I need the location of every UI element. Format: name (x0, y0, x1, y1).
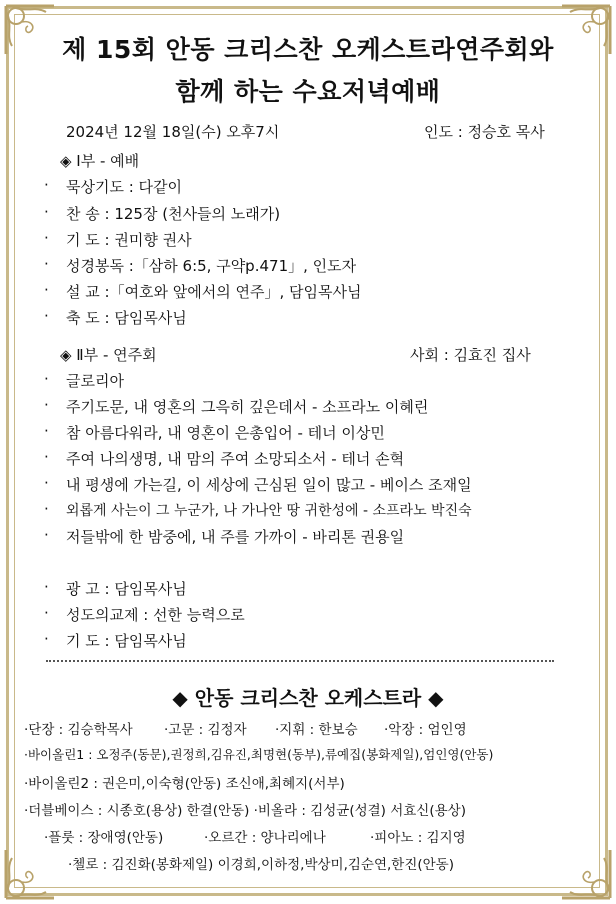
page-title-line1: 제 15회 안동 크리스찬 오케스트라연주회와 (62, 35, 554, 64)
program-item: 주여 나의생명, 내 맘의 주여 소망되소서 - 테너 손혁 (66, 450, 405, 468)
bullet: · (44, 281, 49, 299)
part2-host: 사회 : 김효진 집사 (410, 346, 531, 364)
service-date: 2024년 12월 18일(수) 오후7시 (66, 123, 280, 141)
program-item: 내 평생에 가는길, 이 세상에 근심된 일이 많고 - 베이스 조재일 (66, 476, 472, 494)
member-bass-viola: ·더블베이스 : 시종호(용상) 한결(안동) ·비올라 : 김성균(성결) 서효신(용상) (24, 803, 466, 819)
corner-ornament-icon (558, 846, 614, 902)
member-conductor: ·지휘 : 한보승 (275, 722, 358, 738)
bullet: · (44, 500, 49, 518)
part2-heading: ◈ Ⅱ부 - 연주회 (60, 346, 157, 364)
program-item: 축 도 : 담임목사님 (66, 309, 187, 327)
program-item: 성경봉독 :「삼하 6:5, 구약p.471」, 인도자 (66, 257, 357, 275)
program-item: 성도의교제 : 선한 능력으로 (66, 606, 245, 624)
member-organ: ·오르간 : 양나리에나 (204, 830, 326, 846)
program-item: 찬 송 : 125장 (천사들의 노래가) (66, 205, 281, 223)
program-item: 묵상기도 : 다같이 (66, 178, 183, 196)
member-advisor: ·고문 : 김정자 (164, 722, 247, 738)
program-item: 글로리아 (66, 372, 124, 390)
bullet: · (44, 396, 49, 414)
bullet: · (44, 630, 49, 648)
program-item: 광 고 : 담임목사님 (66, 580, 187, 598)
service-leader: 인도 : 정승호 목사 (424, 123, 545, 141)
program-item: 외롭게 사는이 그 누군가, 나 가나안 땅 귀한성에 - 소프라노 박진숙 (66, 503, 472, 519)
bullet: · (44, 176, 49, 194)
bullet: · (44, 255, 49, 273)
orchestra-title: ◆ 안동 크리스찬 오케스트라 ◆ (172, 686, 444, 710)
bullet: · (44, 578, 49, 596)
bullet: · (44, 307, 49, 325)
member-flute: ·플룻 : 장애영(안동) (44, 830, 164, 846)
program-item: 저들밖에 한 밤중에, 내 주를 가까이 - 바리톤 권용일 (66, 528, 405, 546)
part1-heading: ◈ Ⅰ부 - 예배 (60, 152, 140, 170)
member-violin2: ·바이올린2 : 권은미,이숙형(안동) 조신애,최혜지(서부) (24, 776, 345, 792)
bullet: · (44, 203, 49, 221)
bullet: · (44, 604, 49, 622)
program-item: 설 교 :「여호와 앞에서의 연주」, 담임목사님 (66, 283, 362, 301)
bullet: · (44, 229, 49, 247)
program-item: 참 아름다워라, 내 영혼이 은총입어 - 테너 이상민 (66, 424, 385, 442)
member-cello: ·첼로 : 김진화(봉화제일) 이경희,이하정,박상미,김순연,한진(안동) (68, 857, 454, 873)
page-title-line2: 함께 하는 수요저녁예배 (175, 77, 441, 106)
program-item: 기 도 : 권미향 권사 (66, 231, 192, 249)
member-leader: ·단장 : 김승학목사 (24, 722, 133, 738)
member-concertmaster: ·악장 : 엄인영 (384, 722, 467, 738)
bullet: · (44, 474, 49, 492)
corner-ornament-icon (2, 846, 58, 902)
bullet: · (44, 448, 49, 466)
program-item: 주기도문, 내 영혼의 그윽히 깊은데서 - 소프라노 이혜린 (66, 398, 429, 416)
bullet: · (44, 526, 49, 544)
bullet: · (44, 370, 49, 388)
bullet: · (44, 422, 49, 440)
member-violin1: ·바이올린1 : 오정주(동문),권정희,김유진,최명현(동부),류예집(봉화제일),엄인영(안동) (24, 747, 494, 762)
program-item: 기 도 : 담임목사님 (66, 632, 187, 650)
dotted-divider (46, 660, 554, 662)
member-piano: ·피아노 : 김지영 (370, 830, 466, 846)
